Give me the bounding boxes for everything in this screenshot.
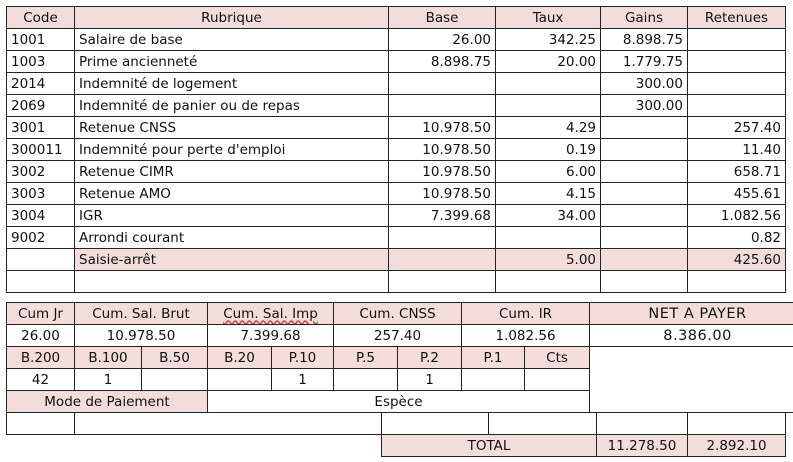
blank-spacer-row xyxy=(7,413,786,435)
total-label: TOTAL xyxy=(382,435,597,457)
denomination-count xyxy=(462,369,525,391)
cell-retenues xyxy=(688,29,786,51)
cell-taux xyxy=(496,271,601,293)
cum-ir-value: 1.082.56 xyxy=(462,325,590,347)
cell-gains xyxy=(601,271,688,293)
summary-values-row xyxy=(7,325,793,347)
cell-rubrique: Salaire de base xyxy=(75,29,389,51)
denominations-row xyxy=(7,347,793,369)
cell-gains: 8.898.75 xyxy=(601,29,688,51)
denomination-label: P.1 xyxy=(462,347,525,369)
denomination-label: P.2 xyxy=(398,347,462,369)
blank-cell xyxy=(75,413,382,435)
cell-gains xyxy=(601,139,688,161)
cell-taux: 5.00 xyxy=(496,249,601,271)
cell-retenues: 11.40 xyxy=(688,139,786,161)
header-gains: Gains xyxy=(601,7,688,29)
header-base: Base xyxy=(389,7,496,29)
cell-code: 3001 xyxy=(7,117,75,139)
denomination-count xyxy=(142,369,208,391)
cell-code: 3002 xyxy=(7,161,75,183)
cell-retenues: 0.82 xyxy=(688,227,786,249)
cell-gains xyxy=(601,249,688,271)
cell-taux xyxy=(496,73,601,95)
cell-base xyxy=(389,249,496,271)
denomination-label: P.5 xyxy=(334,347,398,369)
header-retenues: Retenues xyxy=(688,7,786,29)
table-row xyxy=(7,183,786,205)
denomination-count xyxy=(208,369,272,391)
cell-taux: 6.00 xyxy=(496,161,601,183)
cell-rubrique: Indemnité de logement xyxy=(75,73,389,95)
payment-mode-label: Mode de Paiement xyxy=(7,391,208,413)
cell-retenues: 455.61 xyxy=(688,183,786,205)
denomination-label: P.10 xyxy=(272,347,334,369)
blank-cell xyxy=(7,413,75,435)
cum-jr-value: 26.00 xyxy=(7,325,75,347)
cum-jr-label: Cum Jr xyxy=(7,303,75,325)
table-row xyxy=(7,117,786,139)
cell-taux: 34.00 xyxy=(496,205,601,227)
cell-taux xyxy=(496,227,601,249)
cell-code xyxy=(7,249,75,271)
cell-base: 10.978.50 xyxy=(389,161,496,183)
cell-gains: 1.779.75 xyxy=(601,51,688,73)
cell-rubrique: Prime ancienneté xyxy=(75,51,389,73)
cell-taux: 0.19 xyxy=(496,139,601,161)
cell-rubrique: Saisie-arrêt xyxy=(75,249,389,271)
header-taux: Taux xyxy=(496,7,601,29)
main-table-body xyxy=(7,29,786,293)
cum-sal-imp-label xyxy=(208,303,334,325)
summary-header-row xyxy=(7,303,793,325)
cell-gains xyxy=(601,227,688,249)
cell-taux: 20.00 xyxy=(496,51,601,73)
denomination-count: 42 xyxy=(7,369,75,391)
cell-code: 1003 xyxy=(7,51,75,73)
cum-ir-label: Cum. IR xyxy=(462,303,590,325)
cell-base: 8.898.75 xyxy=(389,51,496,73)
cell-taux xyxy=(496,95,601,117)
cell-base xyxy=(389,95,496,117)
cum-cnss-label: Cum. CNSS xyxy=(334,303,462,325)
cell-code: 2014 xyxy=(7,73,75,95)
cell-gains xyxy=(601,161,688,183)
table-row xyxy=(7,29,786,51)
table-row xyxy=(7,51,786,73)
cell-base: 10.978.50 xyxy=(389,117,496,139)
cell-rubrique: Retenue CIMR xyxy=(75,161,389,183)
cell-rubrique: Indemnité pour perte d'emploi xyxy=(75,139,389,161)
cell-base: 26.00 xyxy=(389,29,496,51)
blank-cell xyxy=(688,413,786,435)
cum-sal-imp-text: Cum. Sal. Imp xyxy=(223,305,318,322)
payslip-main-table xyxy=(6,6,786,293)
cell-retenues: 658.71 xyxy=(688,161,786,183)
cell-retenues xyxy=(688,95,786,117)
cell-taux: 4.15 xyxy=(496,183,601,205)
table-row xyxy=(7,73,786,95)
cell-rubrique: Arrondi courant xyxy=(75,227,389,249)
table-row xyxy=(7,227,786,249)
cell-base xyxy=(389,227,496,249)
total-gains: 11.278.50 xyxy=(597,435,688,457)
table-row xyxy=(7,271,786,293)
denomination-label: B.200 xyxy=(7,347,75,369)
cell-code: 9002 xyxy=(7,227,75,249)
cell-base xyxy=(389,73,496,95)
cell-gains xyxy=(601,117,688,139)
table-row xyxy=(7,95,786,117)
cell-retenues xyxy=(688,73,786,95)
denomination-label: B.50 xyxy=(142,347,208,369)
cell-code: 300011 xyxy=(7,139,75,161)
cell-rubrique: Retenue CNSS xyxy=(75,117,389,139)
denomination-count xyxy=(334,369,398,391)
main-table-header-row xyxy=(7,7,786,29)
payment-mode-value: Espèce xyxy=(208,391,590,413)
denomination-label: Cts xyxy=(525,347,590,369)
denomination-count: 1 xyxy=(75,369,142,391)
cell-retenues: 1.082.56 xyxy=(688,205,786,227)
cell-code: 2069 xyxy=(7,95,75,117)
cell-base: 10.978.50 xyxy=(389,139,496,161)
cell-taux: 4.29 xyxy=(496,117,601,139)
table-row xyxy=(7,205,786,227)
cell-retenues xyxy=(688,51,786,73)
cell-code: 1001 xyxy=(7,29,75,51)
total-empty-space xyxy=(7,435,382,457)
blank-cell xyxy=(597,413,688,435)
header-code: Code xyxy=(7,7,75,29)
payslip-summary-table xyxy=(6,302,793,413)
table-row xyxy=(7,139,786,161)
cell-gains xyxy=(601,183,688,205)
cell-base xyxy=(389,271,496,293)
cell-gains xyxy=(601,205,688,227)
denomination-count: 1 xyxy=(272,369,334,391)
cell-gains: 300.00 xyxy=(601,95,688,117)
cum-cnss-value: 257.40 xyxy=(334,325,462,347)
cell-code xyxy=(7,271,75,293)
total-retenues: 2.892.10 xyxy=(688,435,786,457)
cell-base: 10.978.50 xyxy=(389,183,496,205)
denomination-count xyxy=(525,369,590,391)
cell-taux: 342.25 xyxy=(496,29,601,51)
table-row xyxy=(7,249,786,271)
cell-rubrique xyxy=(75,271,389,293)
cum-sal-brut-label: Cum. Sal. Brut xyxy=(75,303,208,325)
header-rubrique: Rubrique xyxy=(75,7,389,29)
cum-sal-imp-value: 7.399.68 xyxy=(208,325,334,347)
cum-sal-brut-value: 10.978.50 xyxy=(75,325,208,347)
table-row xyxy=(7,161,786,183)
net-a-payer-label: NET A PAYER xyxy=(590,303,793,325)
cell-gains: 300.00 xyxy=(601,73,688,95)
cell-retenues: 257.40 xyxy=(688,117,786,139)
cell-rubrique: Retenue AMO xyxy=(75,183,389,205)
denomination-label: B.20 xyxy=(208,347,272,369)
blank-cell xyxy=(382,413,489,435)
cell-code: 3004 xyxy=(7,205,75,227)
net-a-payer-value: 8.386.00 xyxy=(590,325,793,347)
denomination-label: B.100 xyxy=(75,347,142,369)
totals-table xyxy=(6,412,786,457)
total-row xyxy=(7,435,786,457)
blank-cell xyxy=(489,413,597,435)
cell-rubrique: Indemnité de panier ou de repas xyxy=(75,95,389,117)
denomination-count: 1 xyxy=(398,369,462,391)
cell-retenues: 425.60 xyxy=(688,249,786,271)
cell-rubrique: IGR xyxy=(75,205,389,227)
cell-retenues xyxy=(688,271,786,293)
net-blank-cell xyxy=(590,347,793,413)
cell-code: 3003 xyxy=(7,183,75,205)
cell-base: 7.399.68 xyxy=(389,205,496,227)
